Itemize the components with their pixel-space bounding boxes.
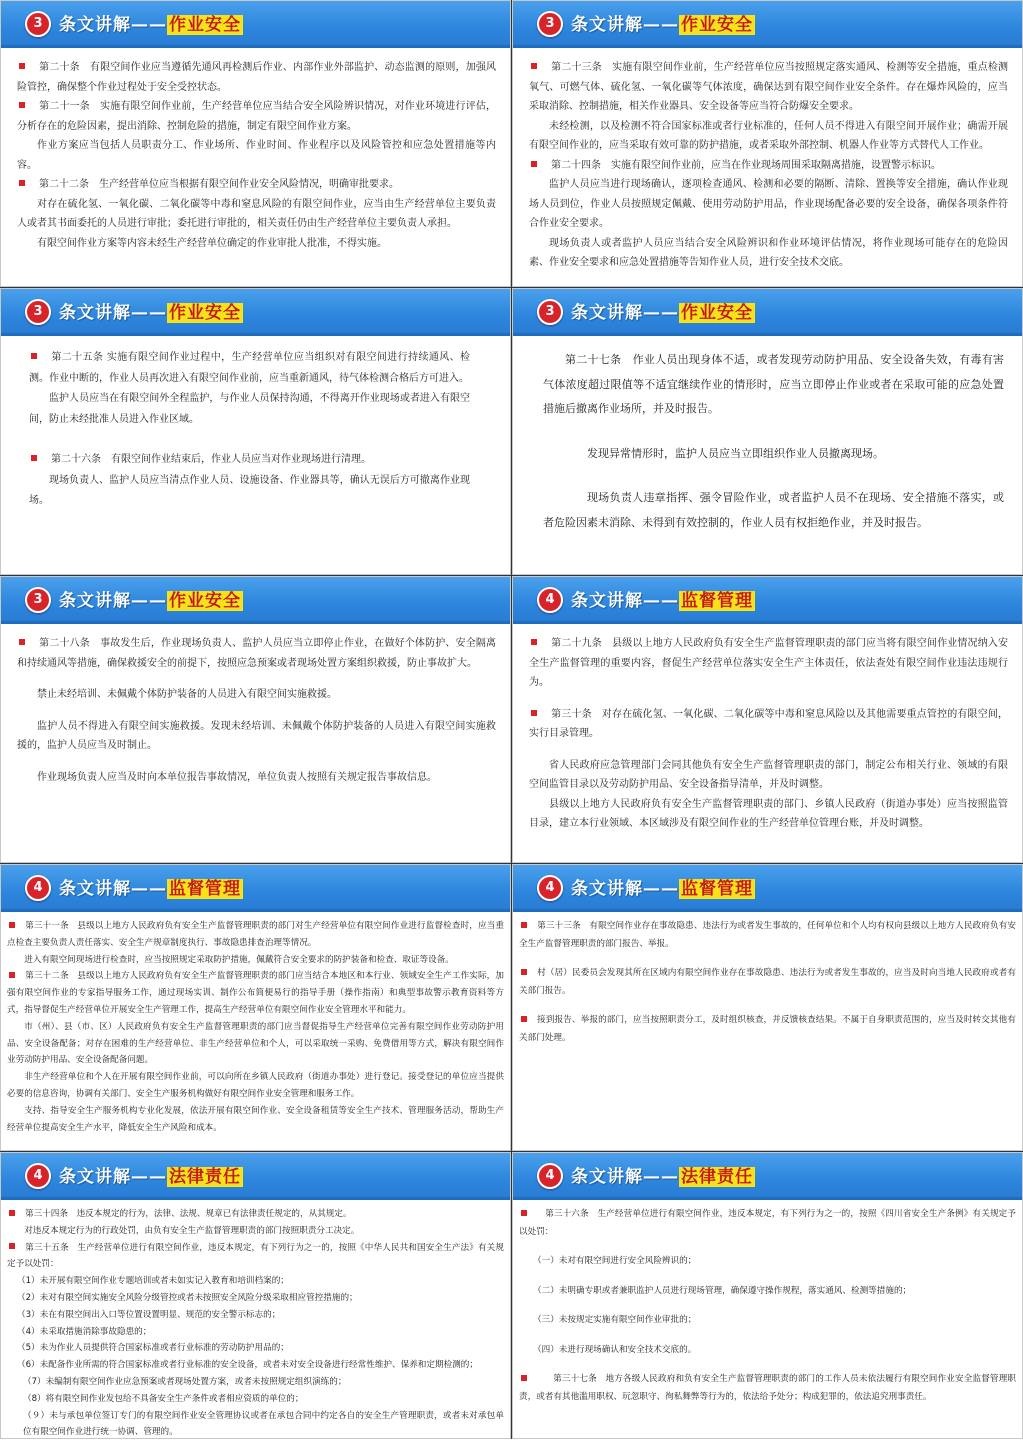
paragraph: 村（居）民委员会发现其所在区域内有限空间作业存在事故隐患、违法行为或者发生事故的，应当及时向当地人民政府或者有关部门报告。: [519, 968, 1016, 996]
section-number-badge: 3: [537, 11, 563, 37]
section-number-badge: 4: [537, 587, 563, 613]
spacer: [529, 744, 1008, 756]
paragraph: 监护人员不得进入有限空间实施救援。发现未经培训、未佩戴个体防护装备的人员进入有限空间实施救援的，监护人员应当及时制止。: [17, 720, 496, 751]
section-number-badge: 3: [537, 299, 563, 325]
list-item: （９）未与承包单位签订专门的有限空间作业安全管理协议或者在承包合同中约定各自的安全生产管理职责，或者未对承包单位有限空间作业进行统一协调、管理的。: [23, 1410, 504, 1438]
slide-header: [1, 289, 510, 336]
slide-body: [1, 1200, 510, 1439]
slide-header: [1, 1153, 510, 1200]
spacer: [519, 1241, 1016, 1253]
slide-10: [512, 1152, 1023, 1439]
slide-title: 条文讲解—— 监督管理: [571, 591, 753, 611]
paragraph: 第二十八条 事故发生后，作业现场负责人、监护人员应当立即停止作业，在做好个体防护、安全隔离和持续通风等措施，确保救援安全的前提下，按照应急预案或者现场处置方案组织救援，防止事故扩大。: [17, 638, 496, 669]
paragraph: 第二十三条 实施有限空间作业前，生产经营单位应当按照规定落实通风、检测等安全措施，重点检测氧气、可燃气体、硫化氢、一氧化碳等气体浓度，确保达到有限空间作业安全条件。存在爆炸风险的，应当采取消除、控制措施，相关作业器具、安全设备等应当符合防爆安全要求。: [529, 62, 1008, 112]
slide-header: [513, 1, 1022, 48]
slide-1: [0, 0, 511, 287]
list-item: （二）未明确专职或者兼职监护人员进行现场管理，确保遵守操作规程，落实通风、检测等措施的；: [533, 1285, 912, 1296]
list-item: （3）未在有限空间出入口等位置设置明显、规范的安全警示标志的；: [17, 1309, 281, 1320]
paragraph: 禁止未经培训、未佩戴个体防护装备的人员进入有限空间实施救援。: [37, 689, 337, 700]
paragraph: 发现异常情形时，监护人员应当立即组织作业人员撤离现场。: [587, 446, 884, 460]
bullet-icon: [19, 102, 25, 108]
slide-title: 条文讲解—— 监督管理: [571, 879, 753, 899]
paragraph: 第二十二条 生产经营单位应当根据有限空间作业安全风险情况，明确审批要求。: [17, 175, 496, 195]
paragraph: 第二十四条 实施有限空间作业前，应当在作业现场周围采取隔离措施，设置警示标识。: [529, 156, 1008, 176]
list-item: （2）未对有限空间实施安全风险分级管控或者未按照安全风险分级采取相应管控措施的；: [17, 1292, 358, 1303]
paragraph: 第二十五条 实施有限空间作业过程中，生产经营单位应当组织对有限空间进行持续通风、检测。作业中断的，作业人员再次进入有限空间作业前，应当重新通风，待气体检测合格后方可进入。: [29, 352, 470, 384]
list-item: （5）未为作业人员提供符合国家标准或者行业标准的劳动防护用品的；: [17, 1343, 289, 1354]
bullet-icon: [9, 1210, 15, 1216]
bullet-icon: [31, 455, 37, 461]
section-number-badge: 3: [25, 11, 51, 37]
list-item: （7）未编制有限空间作业应急预案或者现场处置方案，或者未按照规定组织演练的；: [23, 1376, 347, 1387]
spacer: [529, 693, 1008, 705]
paragraph: 第三十四条 违反本规定的行为，法律、法规、规章已有法律责任规定的，从其规定。: [7, 1206, 504, 1223]
slide-body: [513, 1200, 1022, 1406]
slide-header: [1, 1, 510, 48]
spacer: [543, 466, 1004, 486]
paragraph: 第三十条 对存在硫化氢、一氧化碳、二氧化碳等中毒和窒息风险以及其他需要重点管控的有限空间，实行目录管理。: [529, 708, 1008, 739]
spacer: [519, 1300, 1016, 1312]
slide-title: 条文讲解—— 法律责任: [571, 1167, 753, 1187]
paragraph: 市（州）、县（市、区）人民政府负有安全生产监督管理职责的部门应当督促指导生产经营单位完善有限空间作业劳动防护用品、安全设备配备；对存在困难的生产经营单位、非生产经营单位和个人，可以采取统一采购、免费借用等方式，解决有限空间作业劳动防护用品、安全设备配备问题。: [7, 1021, 504, 1066]
paragraph: 第三十一条 县级以上地方人民政府负有安全生产监督管理职责的部门对生产经营单位有限空间作业进行监督检查时，应当重点检查主要负责人责任落实、安全生产规章制度执行、事故隐患排查治理等情况。: [7, 921, 504, 948]
list-item: （四）未进行现场确认和安全技术交底的。: [533, 1344, 697, 1355]
slide-header: [1, 577, 510, 624]
slide-body: [513, 336, 1022, 535]
paragraph: 现场负责人或者监护人员应当结合安全风险辨识和作业环境评估情况，将作业现场可能存在的危险因素、作业安全要求和应急处置措施等告知作业人员，进行安全技术交底。: [529, 237, 1008, 268]
slide-title: 条文讲解—— 作业安全: [571, 15, 753, 35]
paragraph: 第二十七条 作业人员出现身体不适，或者发现劳动防护用品、安全设备失效，有毒有害气体浓度超过限值等不适宜继续作业的情形时，应当立即停止作业或者在采取可能的应急处置措施后撤离作业场所，并及时报告。: [543, 353, 1004, 415]
list-item: （4）未采取措施消除事故隐患的；: [17, 1326, 152, 1337]
slide-2: [512, 0, 1023, 287]
section-number-badge: 3: [25, 299, 51, 325]
bullet-icon: [9, 922, 15, 928]
slide-body: [1, 48, 510, 253]
slide-3: [0, 288, 511, 575]
list-item: （6）未配备作业所需的符合国家标准或者行业标准的安全设备，或者未对安全设备进行经常性维护、保养和定期检测的；: [17, 1360, 478, 1371]
slide-body: [513, 912, 1022, 1047]
slide-body: [1, 912, 510, 1136]
bullet-icon: [19, 63, 25, 69]
paragraph: 县级以上地方人民政府负有安全生产监督管理职责的部门、乡镇人民政府（街道办事处）应当按照监管目录，建立本行业领域、本区域涉及有限空间作业的生产经营单位管理台账，并及时调整。: [529, 798, 1008, 829]
paragraph: 支持、指导安全生产服务机构专业化发展，依法开展有限空间作业、安全设备租赁等安全生产技术、管理服务活动，帮助生产经营单位提高安全生产水平，降低安全生产风险和成本。: [7, 1105, 504, 1133]
slide-7: [0, 864, 511, 1151]
paragraph: 第三十二条 县级以上地方人民政府负有安全生产监督管理职责的部门应当结合本地区和本行业、领域安全生产工作实际，加强有限空间作业的专家指导服务工作，通过现场实训、制作公布简便易行的指导手册（操作指南）和典型事故警示教育资料等方式，指导督促生产经营单位开展安全生产管理工作，提高生产经营单位有限空间作业安全管理水平和能力。: [7, 971, 504, 1015]
paragraph: 第三十三条 有限空间作业存在事故隐患、违法行为或者发生事故的，任何单位和个人均有权向县级以上地方人民政府负有安全生产监督管理职责的部门报告、举报。: [519, 921, 1016, 949]
paragraph: 对违反本规定行为的行政处罚，由负有安全生产监督管理职责的部门按照职责分工决定。: [24, 1225, 360, 1236]
paragraph: 监护人员应当在有限空间外全程监护，与作业人员保持沟通，不得离开作业现场或者进入有限空间，防止未经批准人员进入作业区域。: [29, 393, 470, 425]
paragraph: 非生产经营单位和个人在开展有限空间作业前，可以向所在乡镇人民政府（街道办事处）进行登记。接受登记的单位应当提供必要的信息咨询，协调有关部门、安全生产服务机构做好有限空间作业安全管理和服务工作。: [7, 1072, 504, 1099]
paragraph: 第二十九条 县级以上地方人民政府负有安全生产监督管理职责的部门应当将有限空间作业情况纳入安全生产监督管理的重要内容，督促生产经营单位落实安全生产主体责任，依法查处有限空间作业违法违规行为。: [529, 638, 1008, 688]
paragraph: 有限空间作业方案等内容未经生产经营单位确定的作业审批人批准，不得实施。: [37, 237, 387, 249]
spacer: [519, 1271, 1016, 1283]
slide-8: [512, 864, 1023, 1151]
bullet-icon: [521, 922, 527, 928]
bullet-icon: [19, 639, 25, 645]
paragraph: 第三十六条 生产经营单位进行有限空间作业，违反本规定，有下列行为之一的，按照《四川省安全生产条例》有关规定予以处罚：: [519, 1209, 1016, 1237]
spacer: [29, 430, 470, 450]
paragraph: 第三十五条 生产经营单位进行有限空间作业，违反本规定，有下列行为之一的，按照《中华人民共和国安全生产法》有关规定予以处罚：: [7, 1242, 504, 1270]
slide-title: 条文讲解—— 作业安全: [571, 303, 753, 323]
slide-9: [0, 1152, 511, 1439]
spacer: [17, 705, 496, 717]
paragraph: 现场负责人违章指挥、强令冒险作业，或者监护人员不在现场、安全措施不落实，或者危险因素未消除、未得到有效控制的，作业人员有权拒绝作业，并及时报告。: [543, 491, 1004, 529]
slide-body: [1, 624, 510, 787]
list-item: （1）未开展有限空间作业专题培训或者未如实记入教育和培训档案的；: [17, 1276, 289, 1287]
list-item: （一）未对有限空间进行安全风险辨识的；: [533, 1256, 697, 1266]
slide-title: 条文讲解—— 作业安全: [59, 15, 241, 35]
paragraph: 对存在硫化氢、一氧化碳、二氧化碳等中毒和窒息风险的有限空间作业，应当由生产经营单位主要负责人或者其书面委托的人员进行审批；委托进行审批的，相关责任仍由生产经营单位主要负责人承担。: [17, 198, 496, 229]
section-number-badge: 4: [25, 1163, 51, 1189]
bullet-icon: [521, 1375, 527, 1381]
slide-body: [513, 624, 1022, 834]
slide-header: [513, 1153, 1022, 1200]
bullet-icon: [531, 63, 537, 69]
slide-4: [512, 288, 1023, 575]
paragraph: 第二十六条 有限空间作业结束后，作业人员应当对作业现场进行清理。: [29, 450, 470, 471]
bullet-icon: [521, 1210, 527, 1216]
slide-header: [513, 865, 1022, 912]
spacer: [17, 673, 496, 685]
spacer: [519, 1330, 1016, 1342]
bullet-icon: [9, 1243, 15, 1249]
slide-body: [513, 48, 1022, 273]
paragraph: 未经检测，以及检测不符合国家标准或者行业标准的，任何人员不得进入有限空间开展作业；确需开展有限空间作业的，应当采取有效可靠的防护措施，或者采取外部控制、机器人作业等方式替代人工作业。: [529, 120, 1008, 151]
slide-header: [1, 865, 510, 912]
list-item: （8）将有限空间作业发包给不具备安全生产条件或者相应资质的单位的；: [23, 1393, 304, 1404]
slide-title: 条文讲解—— 监督管理: [59, 879, 241, 899]
paragraph: 第二十条 有限空间作业应当遵循先通风再检测后作业、内部作业外部监护、动态监测的原则，加强风险管控，确保整个作业过程处于安全受控状态。: [17, 62, 496, 93]
section-number-badge: 4: [537, 875, 563, 901]
paragraph: 作业方案应当包括人员职责分工、作业场所、作业时间、作业程序以及风险管控和应急处置措施等内容。: [17, 140, 496, 171]
spacer: [17, 756, 496, 768]
bullet-icon: [19, 180, 25, 186]
spacer: [519, 1000, 1016, 1012]
slide-header: [513, 577, 1022, 624]
spacer: [519, 953, 1016, 965]
bullet-icon: [531, 710, 537, 716]
paragraph: 作业现场负责人应当及时向本单位报告事故情况，单位负责人按照有关规定报告事故信息。: [37, 771, 437, 783]
slide-title: 条文讲解—— 法律责任: [59, 1167, 241, 1187]
bullet-icon: [531, 161, 537, 167]
slide-title: 条文讲解—— 作业安全: [59, 591, 241, 611]
section-number-badge: 4: [25, 875, 51, 901]
slide-header: [513, 289, 1022, 336]
paragraph: 接到报告、举报的部门，应当按照职责分工，及时组织核查，并反馈核查结果。不属于自身职责范围的，应当及时转交其他有关部门处理。: [519, 1015, 1016, 1043]
slide-title: 条文讲解—— 作业安全: [59, 303, 241, 323]
section-number-badge: 3: [25, 587, 51, 613]
spacer: [543, 422, 1004, 442]
bullet-icon: [521, 1016, 527, 1022]
paragraph: 第二十一条 实施有限空间作业前，生产经营单位应当结合安全风险辨识情况，对作业环境进行评估，分析存在的危险因素，提出消除、控制危险的措施，制定有限空间作业方案。: [17, 101, 496, 132]
spacer: [519, 1359, 1016, 1371]
slide-body: [1, 336, 510, 512]
paragraph: 现场负责人、监护人员应当清点作业人员、设施设备、作业器具等，确认无误后方可撤离作业现场。: [29, 474, 470, 506]
slide-5: [0, 576, 511, 863]
bullet-icon: [531, 639, 537, 645]
paragraph: 监护人员应当进行现场确认，逐项检查通风、检测和必要的隔断、清除、置换等安全措施，确认作业现场人员到位，作业人员按照规定佩戴、使用劳动防护用品，作业现场配备必要的安全设备，确保各项条件符合作业安全要求。: [529, 179, 1008, 229]
section-number-badge: 4: [537, 1163, 563, 1189]
paragraph: 进入有限空间现场进行检查时，应当按照规定采取防护措施，佩戴符合安全要求的防护装备和检查、取证等设备。: [24, 954, 454, 965]
bullet-icon: [9, 972, 15, 978]
bullet-icon: [31, 353, 37, 359]
paragraph: 第三十七条 地方各级人民政府和负有安全生产监督管理职责的部门的工作人员未依法履行有限空间作业安全监督管理职责，或者有其他滥用职权、玩忽职守、徇私舞弊等行为的，依法给予处分；构成犯罪的，依法追究刑事责任。: [519, 1374, 1016, 1402]
bullet-icon: [521, 969, 527, 975]
slide-6: [512, 576, 1023, 863]
list-item: （三）未按规定实施有限空间作业审批的；: [533, 1315, 697, 1325]
paragraph: 省人民政府应急管理部门会同其他负有安全生产监督管理职责的部门，制定公布相关行业、领域的有限空间监管目录以及劳动防护用品、安全设备指导清单，并及时调整。: [529, 759, 1008, 790]
